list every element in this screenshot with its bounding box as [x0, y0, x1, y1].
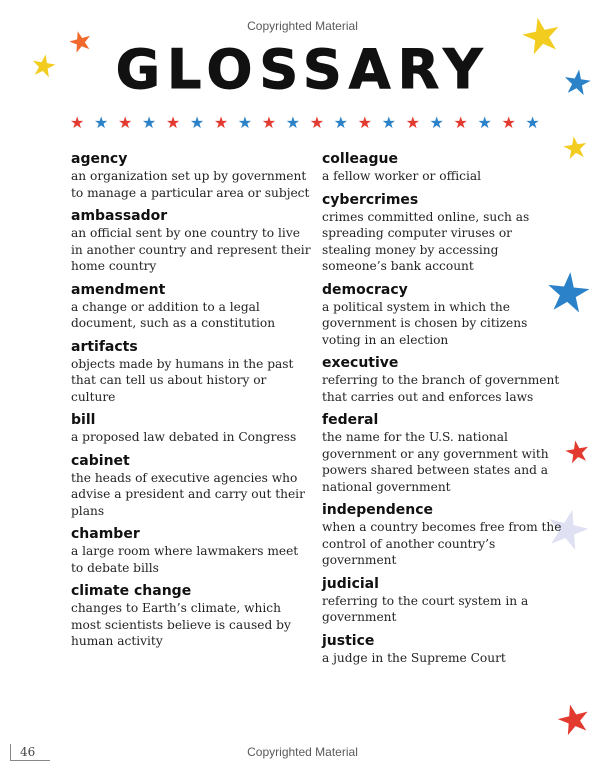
glossary-entry — [322, 411, 562, 495]
star-icon: ★ — [381, 113, 396, 132]
star-icon: ★ — [561, 432, 594, 473]
glossary-term: chamber — [71, 526, 140, 542]
glossary-entry — [71, 411, 311, 446]
glossary-entry — [322, 632, 562, 667]
star-icon: ★ — [357, 113, 372, 132]
glossary-term: democracy — [322, 281, 408, 298]
glossary-right-column — [322, 150, 562, 672]
star-icon: ★ — [141, 113, 157, 132]
glossary-entry — [322, 354, 562, 405]
glossary-definition: a proposed law debated in Congress — [71, 430, 297, 444]
glossary-term: colleague — [322, 151, 398, 167]
glossary-definition: a political system in which the government is chosen by citizens voting in an election — [322, 299, 528, 347]
glossary-definition: referring to the branch of government that carries out and enforces laws — [322, 373, 560, 404]
glossary-term: independence — [322, 502, 434, 518]
page-title-text: GLOSSARY — [115, 38, 490, 101]
glossary-term: bill — [71, 412, 96, 428]
star-divider — [70, 114, 540, 132]
glossary-definition: the name for the U.S. national government or any government with powers shared between states and a national government — [322, 430, 549, 494]
glossary-entry — [71, 150, 311, 201]
star-icon: ★ — [64, 22, 97, 61]
page-number: 46 — [20, 745, 36, 759]
copyright-header: Copyrighted Material — [247, 19, 358, 33]
star-icon: ★ — [27, 46, 60, 87]
glossary-definition: an official sent by one country to live in another country and represent their home country — [71, 226, 311, 273]
star-icon: ★ — [559, 61, 596, 105]
star-icon: ★ — [550, 693, 597, 747]
copyright-footer: Copyrighted Material — [247, 745, 358, 759]
glossary-term: executive — [322, 355, 399, 371]
star-icon: ★ — [514, 4, 569, 68]
star-icon: ★ — [261, 113, 277, 132]
star-icon: ★ — [537, 495, 598, 565]
glossary-entry — [71, 281, 311, 332]
glossary-definition: changes to Earth’s climate, which most scientists believe is caused by human activity — [71, 601, 291, 648]
glossary-entry — [71, 525, 311, 576]
glossary-term: cybercrimes — [322, 191, 419, 208]
glossary-term: judicial — [322, 575, 379, 592]
glossary-term: ambassador — [71, 208, 168, 224]
glossary-definition: crimes committed online, such as spreading computer viruses or stealing money by accessing someone’s bank account — [322, 209, 530, 273]
star-icon: ★ — [237, 113, 253, 132]
page-number-rule — [10, 760, 50, 761]
glossary-definition: referring to the court system in a government — [322, 593, 529, 624]
star-icon: ★ — [559, 129, 592, 168]
glossary-term: agency — [71, 151, 128, 167]
star-icon: ★ — [189, 113, 205, 132]
star-icon: ★ — [540, 258, 596, 327]
glossary-definition: a fellow worker or official — [322, 169, 482, 183]
star-icon: ★ — [405, 113, 420, 132]
glossary-definition: an organization set up by government to manage a particular area or subject — [71, 169, 310, 200]
glossary-entry — [71, 582, 311, 650]
glossary-left-column — [71, 150, 311, 656]
glossary-entry — [322, 281, 562, 349]
glossary-entry — [71, 338, 311, 406]
star-icon: ★ — [285, 113, 301, 132]
glossary-entry — [322, 150, 562, 185]
star-icon: ★ — [525, 113, 540, 132]
star-icon: ★ — [333, 113, 348, 132]
glossary-entry — [71, 207, 311, 275]
star-icon: ★ — [213, 113, 229, 132]
glossary-term: amendment — [71, 281, 166, 298]
glossary-term: federal — [322, 412, 379, 428]
glossary-definition: a large room where lawmakers meet to debate bills — [71, 544, 299, 575]
star-icon: ★ — [477, 113, 492, 132]
glossary-term: artifacts — [71, 338, 138, 355]
glossary-entry — [322, 191, 562, 275]
glossary-definition: when a country becomes free from the control of another country’s government — [322, 520, 562, 567]
glossary-definition: a change or addition to a legal document, such as a constitution — [71, 299, 276, 330]
glossary-definition: the heads of executive agencies who advise a president and carry out their plans — [71, 470, 305, 518]
star-icon: ★ — [117, 113, 133, 132]
star-icon: ★ — [309, 113, 325, 132]
star-icon: ★ — [429, 113, 444, 132]
glossary-definition: objects made by humans in the past that can tell us about history or culture — [71, 356, 294, 404]
star-icon: ★ — [453, 113, 468, 132]
glossary-term: climate change — [71, 583, 192, 599]
glossary-entry — [322, 575, 562, 626]
glossary-term: justice — [322, 632, 375, 649]
glossary-entry — [71, 452, 311, 520]
star-icon: ★ — [70, 113, 85, 132]
glossary-definition: a judge in the Supreme Court — [322, 650, 506, 665]
star-icon: ★ — [165, 113, 181, 132]
star-icon: ★ — [501, 113, 516, 132]
star-icon: ★ — [93, 113, 109, 132]
glossary-entry — [322, 501, 562, 569]
glossary-term: cabinet — [71, 452, 130, 469]
